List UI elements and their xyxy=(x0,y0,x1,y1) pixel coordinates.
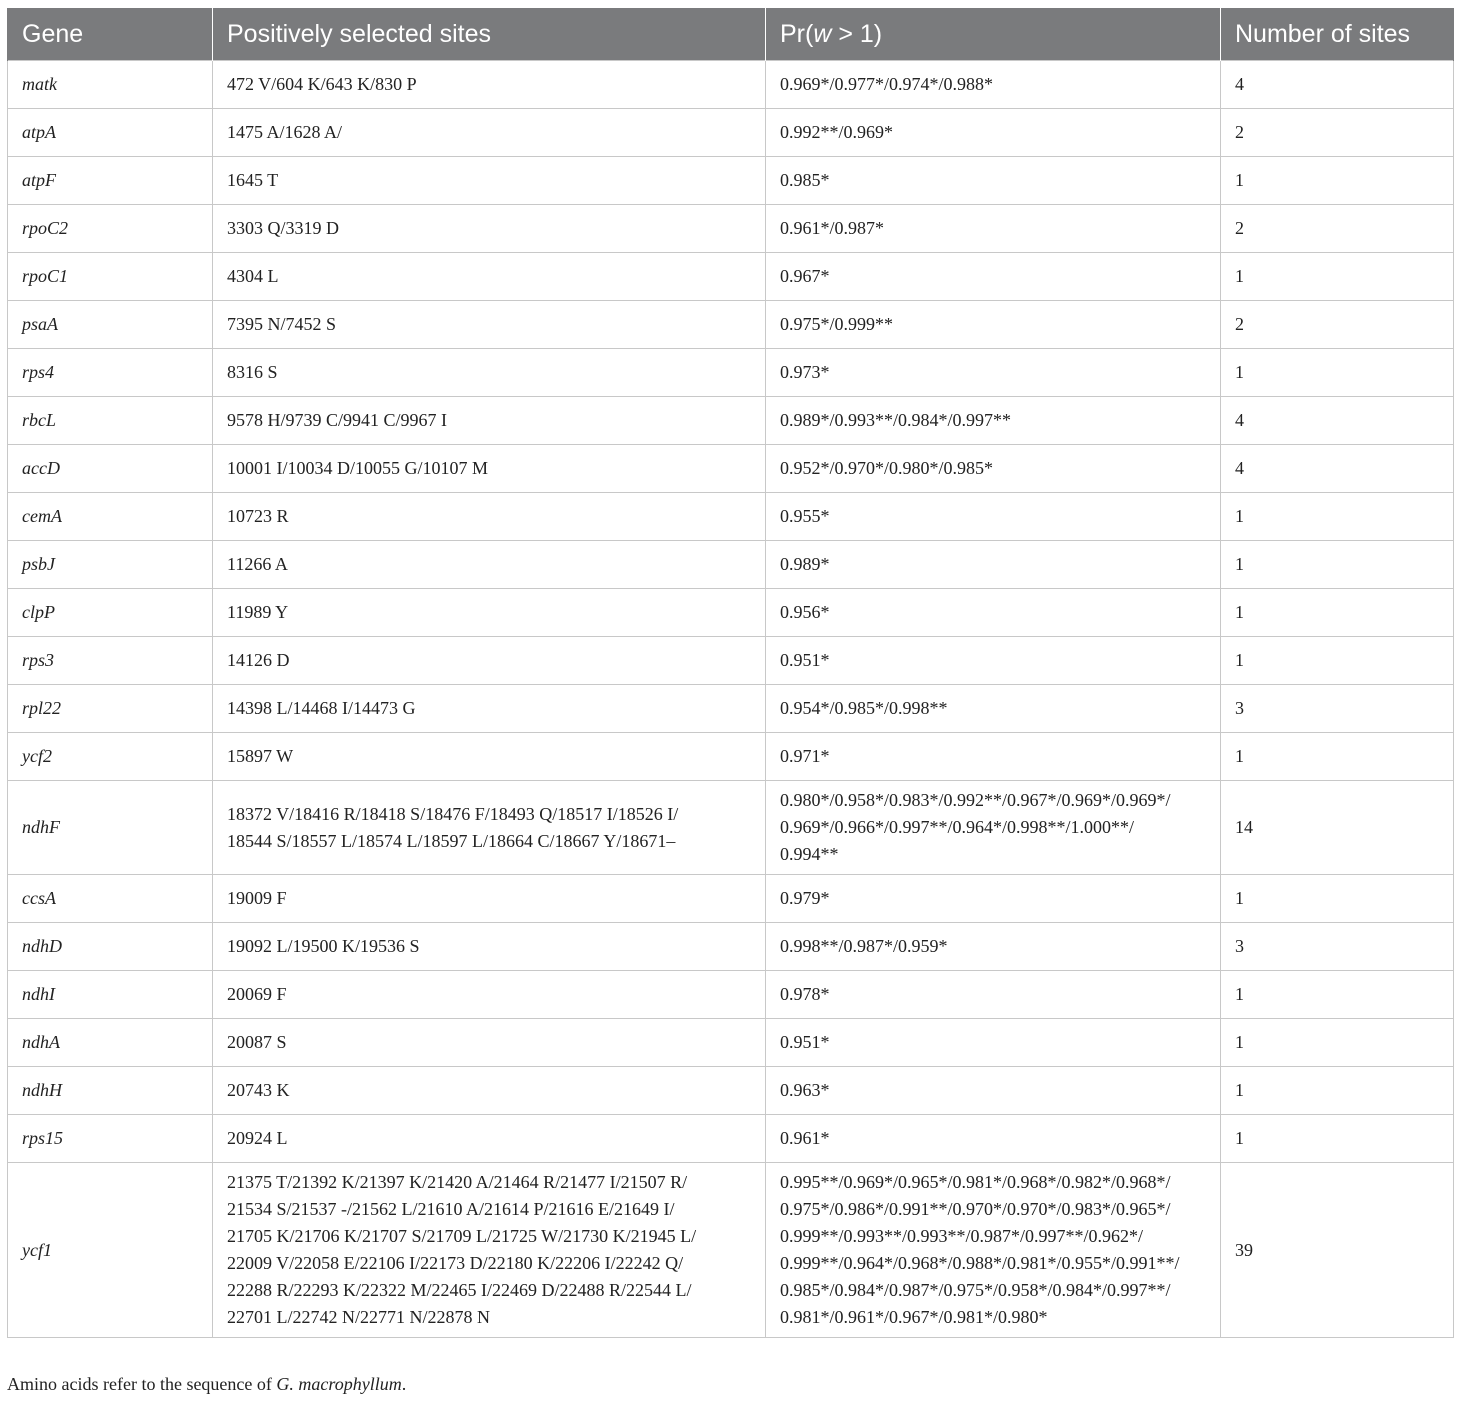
sites-cell-line: 18544 S/18557 L/18574 L/18597 L/18664 C/18667 Y/18671– xyxy=(227,830,676,851)
table-body xyxy=(8,61,1454,1338)
sites-cell xyxy=(213,1115,766,1163)
probability-cell xyxy=(766,61,1221,109)
sites-cell-line: 18372 V/18416 R/18418 S/18476 F/18493 Q/18517 I/18526 I/ xyxy=(227,803,679,824)
table-row xyxy=(8,971,1454,1019)
table-row xyxy=(8,157,1454,205)
table-row xyxy=(8,445,1454,493)
header-pr-suffix: > 1) xyxy=(831,19,883,48)
probability-cell xyxy=(766,349,1221,397)
number-of-sites-cell: 2 xyxy=(1221,205,1454,253)
gene-cell: rpl22 xyxy=(8,685,213,733)
probability-cell xyxy=(766,301,1221,349)
sites-cell-line: 14398 L/14468 I/14473 G xyxy=(227,698,416,718)
sites-cell-line: 19009 F xyxy=(227,888,287,908)
probability-cell xyxy=(766,733,1221,781)
sites-cell xyxy=(213,971,766,1019)
header-number: Number of sites xyxy=(1221,8,1454,61)
gene-cell: rpoC1 xyxy=(8,253,213,301)
number-of-sites-cell: 1 xyxy=(1221,733,1454,781)
number-of-sites-cell: 1 xyxy=(1221,589,1454,637)
table-row xyxy=(8,493,1454,541)
probability-cell xyxy=(766,971,1221,1019)
sites-cell-line: 3303 Q/3319 D xyxy=(227,218,339,238)
number-of-sites-cell: 1 xyxy=(1221,493,1454,541)
header-row xyxy=(8,8,1454,61)
sites-cell xyxy=(213,1067,766,1115)
number-of-sites-cell: 3 xyxy=(1221,685,1454,733)
sites-cell xyxy=(213,349,766,397)
probability-cell-line: 0.994** xyxy=(780,844,839,864)
table-row xyxy=(8,1067,1454,1115)
table-row xyxy=(8,781,1454,875)
probability-cell xyxy=(766,541,1221,589)
sites-cell-line: 20087 S xyxy=(227,1032,287,1052)
sites-cell-line: 20743 K xyxy=(227,1080,290,1100)
header-sites: Positively selected sites xyxy=(213,8,766,61)
number-of-sites-cell: 1 xyxy=(1221,1115,1454,1163)
probability-cell xyxy=(766,157,1221,205)
sites-cell xyxy=(213,301,766,349)
table-row xyxy=(8,685,1454,733)
sites-cell-line: 7395 N/7452 S xyxy=(227,314,337,334)
probability-cell-line: 0.999**/0.964*/0.968*/0.988*/0.981*/0.955*/0.991**/ xyxy=(780,1253,1180,1273)
gene-cell: atpF xyxy=(8,157,213,205)
probability-cell xyxy=(766,637,1221,685)
probability-cell xyxy=(766,445,1221,493)
probability-cell-line: 0.992**/0.969* xyxy=(780,122,894,142)
sites-cell xyxy=(213,253,766,301)
probability-cell-line: 0.975*/0.999** xyxy=(780,314,894,334)
probability-cell-line: 0.967* xyxy=(780,266,830,286)
table-row xyxy=(8,589,1454,637)
probability-cell xyxy=(766,1019,1221,1067)
probability-cell-line: 0.985*/0.984*/0.987*/0.975*/0.958*/0.984*/0.997**/ xyxy=(780,1280,1171,1300)
sites-cell-line: 11989 Y xyxy=(227,602,289,622)
number-of-sites-cell: 1 xyxy=(1221,157,1454,205)
table-row xyxy=(8,923,1454,971)
sites-cell-line: 8316 S xyxy=(227,362,278,382)
number-of-sites-cell: 1 xyxy=(1221,637,1454,685)
sites-cell-line: 10723 R xyxy=(227,506,289,526)
sites-cell-line: 1645 T xyxy=(227,170,279,190)
gene-cell: ndhH xyxy=(8,1067,213,1115)
probability-cell-line: 0.989* xyxy=(780,554,830,574)
probability-cell-line: 0.998**/0.987*/0.959* xyxy=(780,936,948,956)
probability-cell-line: 0.952*/0.970*/0.980*/0.985* xyxy=(780,458,994,478)
probability-cell xyxy=(766,781,1221,875)
gene-cell: ycf1 xyxy=(8,1163,213,1338)
sites-cell xyxy=(213,733,766,781)
sites-cell-line: 21705 K/21706 K/21707 S/21709 L/21725 W/21730 K/21945 L/ xyxy=(227,1226,697,1246)
sites-cell xyxy=(213,923,766,971)
probability-cell-line: 0.975*/0.986*/0.991**/0.970*/0.970*/0.983*/0.965*/ xyxy=(780,1199,1171,1219)
number-of-sites-cell: 1 xyxy=(1221,541,1454,589)
gene-cell: psaA xyxy=(8,301,213,349)
gene-cell: ndhF xyxy=(8,781,213,875)
probability-cell xyxy=(766,923,1221,971)
probability-cell xyxy=(766,1163,1221,1338)
probability-cell-line: 0.989*/0.993**/0.984*/0.997** xyxy=(780,410,1012,430)
sites-cell xyxy=(213,205,766,253)
sites-cell-line: 10001 I/10034 D/10055 G/10107 M xyxy=(227,458,488,478)
sites-cell xyxy=(213,157,766,205)
gene-cell: rpoC2 xyxy=(8,205,213,253)
probability-cell-line: 0.981*/0.961*/0.967*/0.981*/0.980* xyxy=(780,1307,1048,1327)
sites-cell xyxy=(213,781,766,875)
probability-cell-line: 0.979* xyxy=(780,888,830,908)
probability-cell-line: 0.951* xyxy=(780,650,830,670)
sites-cell-line: 21534 S/21537 -/21562 L/21610 A/21614 P/21616 E/21649 I/ xyxy=(227,1199,675,1219)
gene-cell: ccsA xyxy=(8,875,213,923)
sites-cell-line: 19092 L/19500 K/19536 S xyxy=(227,936,420,956)
header-pr-w: w xyxy=(813,19,832,48)
table-row xyxy=(8,349,1454,397)
sites-cell xyxy=(213,589,766,637)
probability-cell xyxy=(766,685,1221,733)
sites-cell-line: 1475 A/1628 A/ xyxy=(227,122,343,142)
sites-cell xyxy=(213,493,766,541)
gene-cell: ycf2 xyxy=(8,733,213,781)
sites-cell-line: 20069 F xyxy=(227,984,287,1004)
sites-cell-line: 472 V/604 K/643 K/830 P xyxy=(227,74,417,94)
footnote-suffix: . xyxy=(401,1374,407,1394)
probability-cell-line: 0.971* xyxy=(780,746,830,766)
probability-cell-line: 0.954*/0.985*/0.998** xyxy=(780,698,948,718)
gene-cell: ndhI xyxy=(8,971,213,1019)
probability-cell-line: 0.978* xyxy=(780,984,830,1004)
gene-cell: rbcL xyxy=(8,397,213,445)
gene-cell: rps4 xyxy=(8,349,213,397)
header-pr xyxy=(766,8,1221,61)
number-of-sites-cell: 1 xyxy=(1221,971,1454,1019)
gene-cell: accD xyxy=(8,445,213,493)
sites-cell xyxy=(213,1019,766,1067)
probability-cell-line: 0.969*/0.966*/0.997**/0.964*/0.998**/1.000**/ xyxy=(780,817,1135,837)
table-footnote xyxy=(7,1374,406,1395)
sites-cell-line: 15897 W xyxy=(227,746,294,766)
sites-cell xyxy=(213,875,766,923)
gene-cell: clpP xyxy=(8,589,213,637)
number-of-sites-cell: 1 xyxy=(1221,253,1454,301)
number-of-sites-cell: 4 xyxy=(1221,397,1454,445)
probability-cell-line: 0.951* xyxy=(780,1032,830,1052)
positive-selection-table xyxy=(7,8,1454,1338)
table-row xyxy=(8,61,1454,109)
table-row xyxy=(8,1115,1454,1163)
sites-cell xyxy=(213,397,766,445)
sites-cell-line: 22701 L/22742 N/22771 N/22878 N xyxy=(227,1307,490,1327)
sites-cell xyxy=(213,61,766,109)
probability-cell-line: 0.985* xyxy=(780,170,830,190)
footnote-species: G. macrophyllum xyxy=(276,1374,402,1394)
probability-cell xyxy=(766,109,1221,157)
footnote-prefix: Amino acids refer to the sequence of xyxy=(7,1374,277,1394)
number-of-sites-cell: 3 xyxy=(1221,923,1454,971)
gene-cell: matk xyxy=(8,61,213,109)
table-row xyxy=(8,253,1454,301)
gene-cell: cemA xyxy=(8,493,213,541)
sites-cell-line: 4304 L xyxy=(227,266,279,286)
sites-cell xyxy=(213,541,766,589)
probability-cell xyxy=(766,875,1221,923)
table-row xyxy=(8,875,1454,923)
probability-cell xyxy=(766,253,1221,301)
gene-cell: psbJ xyxy=(8,541,213,589)
table-row xyxy=(8,733,1454,781)
table-container xyxy=(7,8,1453,1338)
table-row xyxy=(8,637,1454,685)
table-row xyxy=(8,109,1454,157)
sites-cell-line: 14126 D xyxy=(227,650,290,670)
sites-cell xyxy=(213,1163,766,1338)
table-row xyxy=(8,541,1454,589)
gene-cell: rps3 xyxy=(8,637,213,685)
gene-cell: ndhD xyxy=(8,923,213,971)
number-of-sites-cell: 4 xyxy=(1221,61,1454,109)
header-gene: Gene xyxy=(8,8,213,61)
probability-cell-line: 0.973* xyxy=(780,362,830,382)
sites-cell-line: 22009 V/22058 E/22106 I/22173 D/22180 K/22206 I/22242 Q/ xyxy=(227,1253,684,1273)
sites-cell-line: 21375 T/21392 K/21397 K/21420 A/21464 R/21477 I/21507 R/ xyxy=(227,1172,688,1192)
probability-cell-line: 0.956* xyxy=(780,602,830,622)
table-row xyxy=(8,1019,1454,1067)
probability-cell-line: 0.955* xyxy=(780,506,830,526)
table-row xyxy=(8,397,1454,445)
number-of-sites-cell: 14 xyxy=(1221,781,1454,875)
probability-cell-line: 0.969*/0.977*/0.974*/0.988* xyxy=(780,74,994,94)
probability-cell-line: 0.980*/0.958*/0.983*/0.992**/0.967*/0.969*/0.969*/ xyxy=(780,790,1171,810)
sites-cell xyxy=(213,637,766,685)
table-row xyxy=(8,301,1454,349)
probability-cell-line: 0.961*/0.987* xyxy=(780,218,885,238)
probability-cell xyxy=(766,205,1221,253)
sites-cell xyxy=(213,445,766,493)
probability-cell xyxy=(766,397,1221,445)
sites-cell-line: 20924 L xyxy=(227,1128,288,1148)
gene-cell: atpA xyxy=(8,109,213,157)
table-row xyxy=(8,1163,1454,1338)
number-of-sites-cell: 39 xyxy=(1221,1163,1454,1338)
probability-cell xyxy=(766,1115,1221,1163)
probability-cell-line: 0.995**/0.969*/0.965*/0.981*/0.968*/0.982*/0.968*/ xyxy=(780,1172,1171,1192)
number-of-sites-cell: 2 xyxy=(1221,301,1454,349)
sites-cell xyxy=(213,685,766,733)
probability-cell xyxy=(766,589,1221,637)
probability-cell-line: 0.999**/0.993**/0.993**/0.987*/0.997**/0.962*/ xyxy=(780,1226,1144,1246)
sites-cell-line: 9578 H/9739 C/9941 C/9967 I xyxy=(227,410,448,430)
table-row xyxy=(8,205,1454,253)
number-of-sites-cell: 4 xyxy=(1221,445,1454,493)
probability-cell xyxy=(766,1067,1221,1115)
sites-cell xyxy=(213,109,766,157)
number-of-sites-cell: 1 xyxy=(1221,875,1454,923)
number-of-sites-cell: 2 xyxy=(1221,109,1454,157)
probability-cell-line: 0.961* xyxy=(780,1128,830,1148)
sites-cell-line: 22288 R/22293 K/22322 M/22465 I/22469 D/22488 R/22544 L/ xyxy=(227,1280,692,1300)
probability-cell xyxy=(766,493,1221,541)
number-of-sites-cell: 1 xyxy=(1221,1019,1454,1067)
sites-cell-line: 11266 A xyxy=(227,554,288,574)
number-of-sites-cell: 1 xyxy=(1221,349,1454,397)
number-of-sites-cell: 1 xyxy=(1221,1067,1454,1115)
gene-cell: rps15 xyxy=(8,1115,213,1163)
header-pr-prefix: Pr( xyxy=(780,19,814,48)
probability-cell-line: 0.963* xyxy=(780,1080,830,1100)
gene-cell: ndhA xyxy=(8,1019,213,1067)
